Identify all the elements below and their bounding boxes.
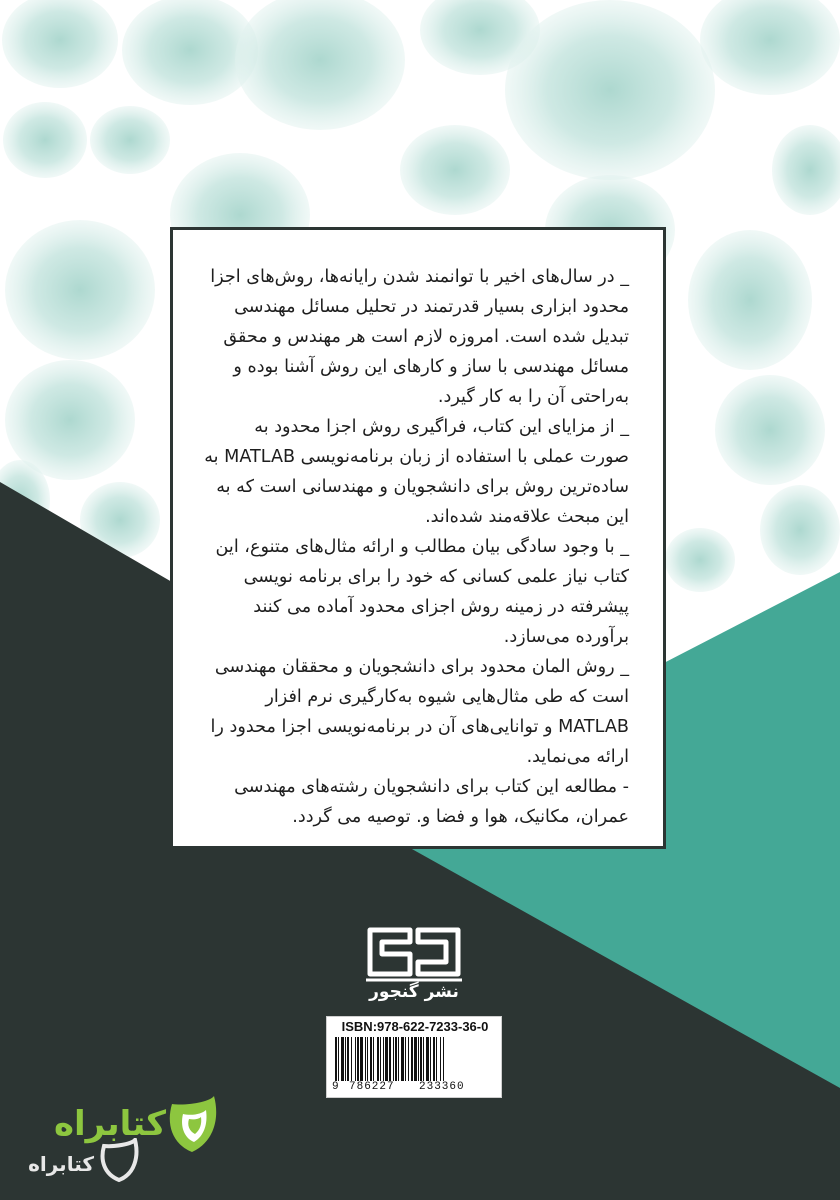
barcode-digits-left: 786227 bbox=[349, 1081, 395, 1093]
barcode-bars bbox=[333, 1037, 497, 1083]
barcode-digit-first: 9 bbox=[332, 1081, 339, 1093]
taaghche-leaf-icon bbox=[164, 1094, 220, 1156]
description-paragraph: _ با وجود سادگی بیان مطالب و ارائه مثال‌های متنوع، این کتاب نیاز علمی کسانی که خود را برای برنامه نویسی پیشرفته در زمینه روش اجزای محدود آماده می کنند برآورده می‌سازد. bbox=[215, 537, 629, 647]
description-paragraph: _ روش المان محدود برای دانشجویان و محققان مهندسی است که طی مثال‌هایی شیوه به‌کارگیری نرم افزار MATLAB و توانایی‌های آن در برنامه‌نویسی اجزا محدود را ارائه می‌نماید. bbox=[210, 657, 629, 767]
description-paragraph: _ از مزایای این کتاب، فراگیری روش اجزا محدود به صورت عملی با استفاده از زبان برنامه‌نویسی MATLAB به ساده‌ترین روش برای دانشجویان و مهندسانی است که به این مبحث علاقه‌مند شده‌اند. bbox=[204, 417, 629, 527]
isbn-barcode-block bbox=[326, 1016, 502, 1098]
watermark-leaf-outline-icon bbox=[98, 1138, 140, 1184]
publisher-name: نشر گنجور bbox=[369, 982, 459, 1002]
watermark-text: کتابراه bbox=[53, 1104, 166, 1144]
description-box bbox=[170, 227, 666, 849]
isbn-label: ISBN:978-622-7233-36-0 bbox=[341, 1019, 489, 1034]
watermark-text-sub: کتابراه bbox=[28, 1152, 94, 1176]
barcode-digits-right: 233360 bbox=[419, 1081, 465, 1093]
description-paragraph: - مطالعه این کتاب برای دانشجویان رشته‌های مهندسی عمران، مکانیک، هوا و فضا و. توصیه می گردد. bbox=[234, 777, 629, 827]
description-paragraph: _ در سال‌های اخیر با توانمند شدن رایانه‌ها، روش‌های اجزا محدود ابزاری بسیار قدرتمند در تحلیل مسائل مهندسی تبدیل شده است. امروزه لازم است هر مهندس و محقق مسائل مهندسی با ساز و کارهای این روش آشنا بوده و به‌راحتی آن را به کار گیرد. bbox=[210, 267, 629, 407]
site-watermark bbox=[14, 1092, 224, 1192]
